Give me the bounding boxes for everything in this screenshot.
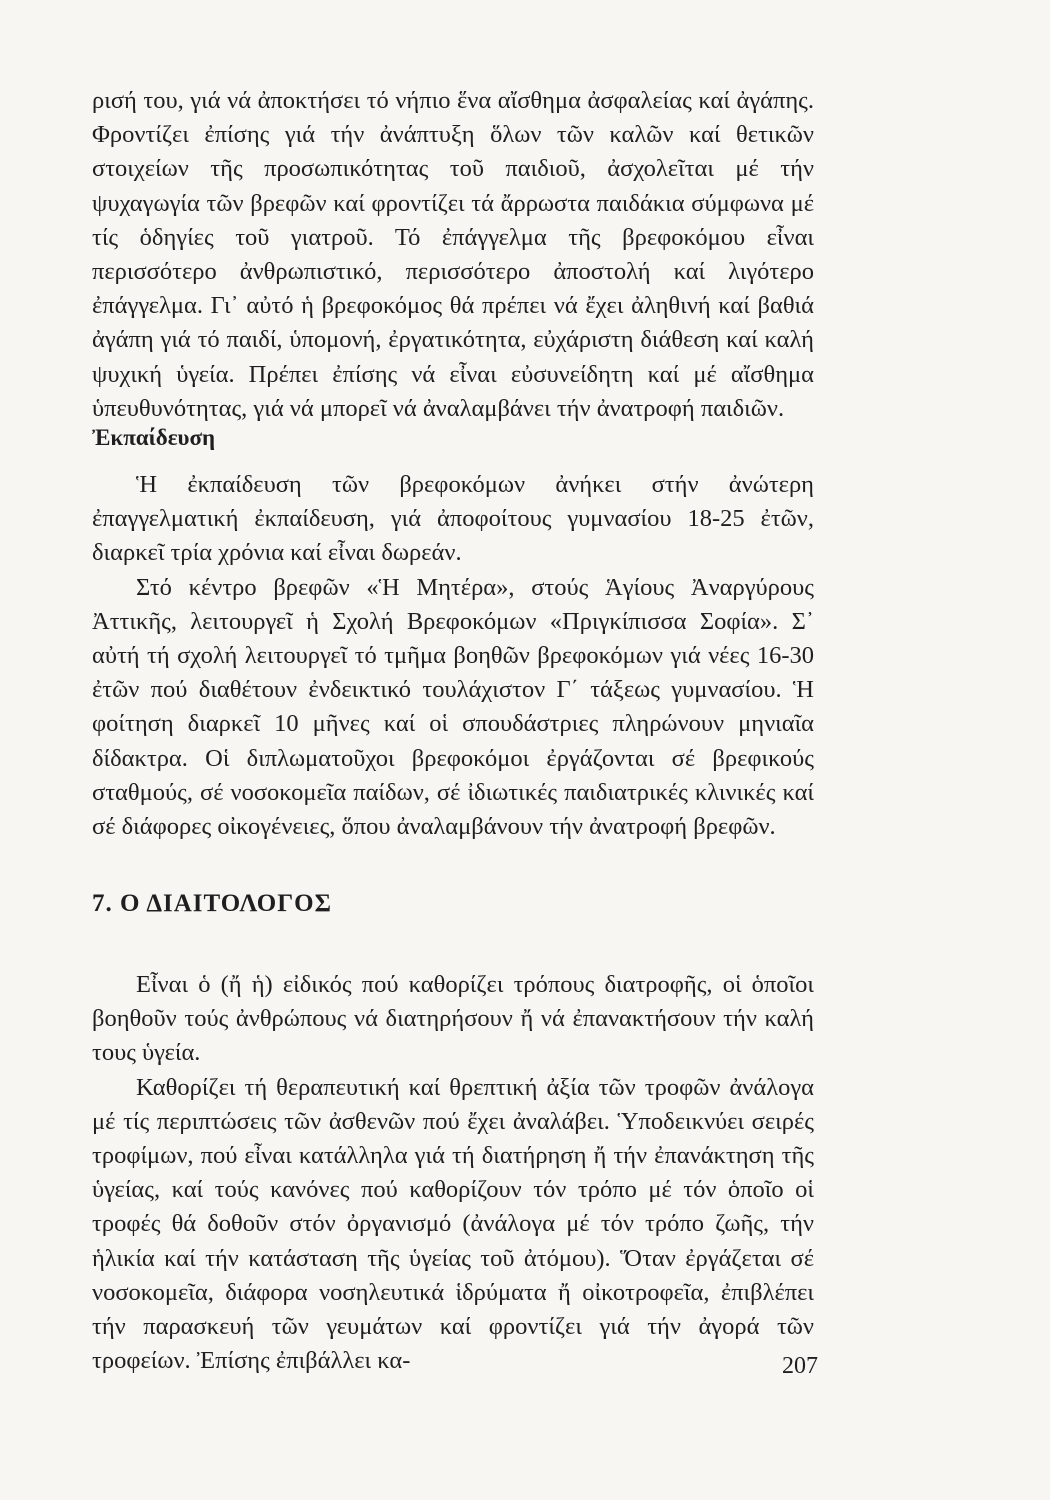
- education-section: [92, 468, 814, 844]
- education-heading: Ἐκπαίδευση: [92, 425, 216, 450]
- continued-paragraph: ρισή του, γιά νά ἀποκτήσει τό νήπιο ἕνα αἴσθημα ἀσφαλείας καί ἀγάπης. Φροντίζει ἐπίσης γιά τήν ἀνάπτυξη ὅλων τῶν καλῶν καί θετικῶν στοιχείων τῆς προσωπικότητας τοῦ παιδιοῦ, ἀσχολεῖται μέ τήν ψυχαγωγία τῶν βρεφῶν καί φροντίζει τά ἄρρωστα παιδάκια σύμφωνα μέ τίς ὁδηγίες τοῦ γιατροῦ. Τό ἐπάγγελμα τῆς βρεφοκόμου εἶναι περισσότερο ἀνθρωπιστικό, περισσότερο ἀποστολή καί λιγότερο ἐπάγγελμα. Γι᾽ αὐτό ἡ βρεφοκόμος θά πρέπει νά ἔχει ἀληθινή καί βαθιά ἀγάπη γιά τό παιδί, ὑπομονή, ἐργατικότητα, εὐχάριστη διάθεση καί καλή ψυχική ὑγεία. Πρέπει ἐπίσης νά εἶναι εὐσυνείδητη καί μέ αἴσθημα ὑπευθυνότητας, γιά νά μπορεῖ νά ἀναλαμβάνει τήν ἀνατροφή παιδιῶν.: [92, 87, 814, 422]
- page-number: 207: [782, 1353, 818, 1379]
- continued-section: [92, 84, 814, 426]
- chapter-heading: 7. Ο ΔΙΑΙΤΟΛΟΓΟΣ: [92, 890, 332, 917]
- dietitian-paragraph-1: Εἶναι ὁ (ἤ ἡ) εἰδικός πού καθορίζει τρόπους διατροφῆς, οἱ ὁποῖοι βοηθοῦν τούς ἀνθρώπους νά διατηρήσουν ἤ νά ἐπανακτήσουν τήν καλή τους ὑγεία.: [92, 971, 814, 1067]
- dietitian-section: [92, 968, 814, 1378]
- education-paragraph-2: Στό κέντρο βρεφῶν «Ἡ Μητέρα», στούς Ἁγίους Ἀναργύρους Ἀττικῆς, λειτουργεῖ ἡ Σχολή Βρεφοκόμων «Πριγκίπισσα Σοφία». Σ᾽ αὐτή τή σχολή λειτουργεῖ τό τμῆμα βοηθῶν βρεφοκόμων γιά νέες 16-30 ἐτῶν πού διαθέτουν ἐνδεικτικό τουλάχιστον Γ΄ τάξεως γυμνασίου. Ἡ φοίτηση διαρκεῖ 10 μῆνες καί οἱ σπουδάστριες πληρώνουν μηνιαῖα δίδακτρα. Οἱ διπλωματοῦχοι βρεφοκόμοι ἐργάζονται σέ βρεφικούς σταθμούς, σέ νοσοκομεῖα παίδων, σέ ἰδιωτικές παιδιατρικές κλινικές καί σέ διάφορες οἰκογένειες, ὅπου ἀναλαμβάνουν τήν ἀνατροφή βρεφῶν.: [92, 573, 814, 841]
- education-paragraph-1: Ἡ ἐκπαίδευση τῶν βρεφοκόμων ἀνήκει στήν ἀνώτερη ἐπαγγελματική ἐκπαίδευση, γιά ἀποφοίτους γυμνασίου 18-25 ἐτῶν, διαρκεῖ τρία χρόνια καί εἶναι δωρεάν.: [92, 471, 814, 567]
- dietitian-paragraph-2: Καθορίζει τή θεραπευτική καί θρεπτική ἀξία τῶν τροφῶν ἀνάλογα μέ τίς περιπτώσεις τῶν ἀσθενῶν πού ἔχει ἀναλάβει. Ὑποδεικνύει σειρές τροφίμων, πού εἶναι κατάλληλα γιά τή διατήρηση ἤ τήν ἐπανάκτηση τῆς ὑγείας, καί τούς κανόνες πού καθορίζουν τόν τρόπο μέ τόν ὁποῖο οἱ τροφές θά δοθοῦν στόν ὀργανισμό (ἀνάλογα μέ τόν τρόπο ζωῆς, τήν ἡλικία καί τήν κατάσταση τῆς ὑγείας τοῦ ἀτόμου). Ὅταν ἐργάζεται σέ νοσοκομεῖα, διάφορα νοσηλευτικά ἱδρύματα ἤ οἰκοτροφεῖα, ἐπιβλέπει τήν παρασκευή τῶν γευμάτων καί φροντίζει γιά τήν ἀγορά τῶν τροφείων. Ἐπίσης ἐπιβάλλει κα-: [92, 1073, 814, 1375]
